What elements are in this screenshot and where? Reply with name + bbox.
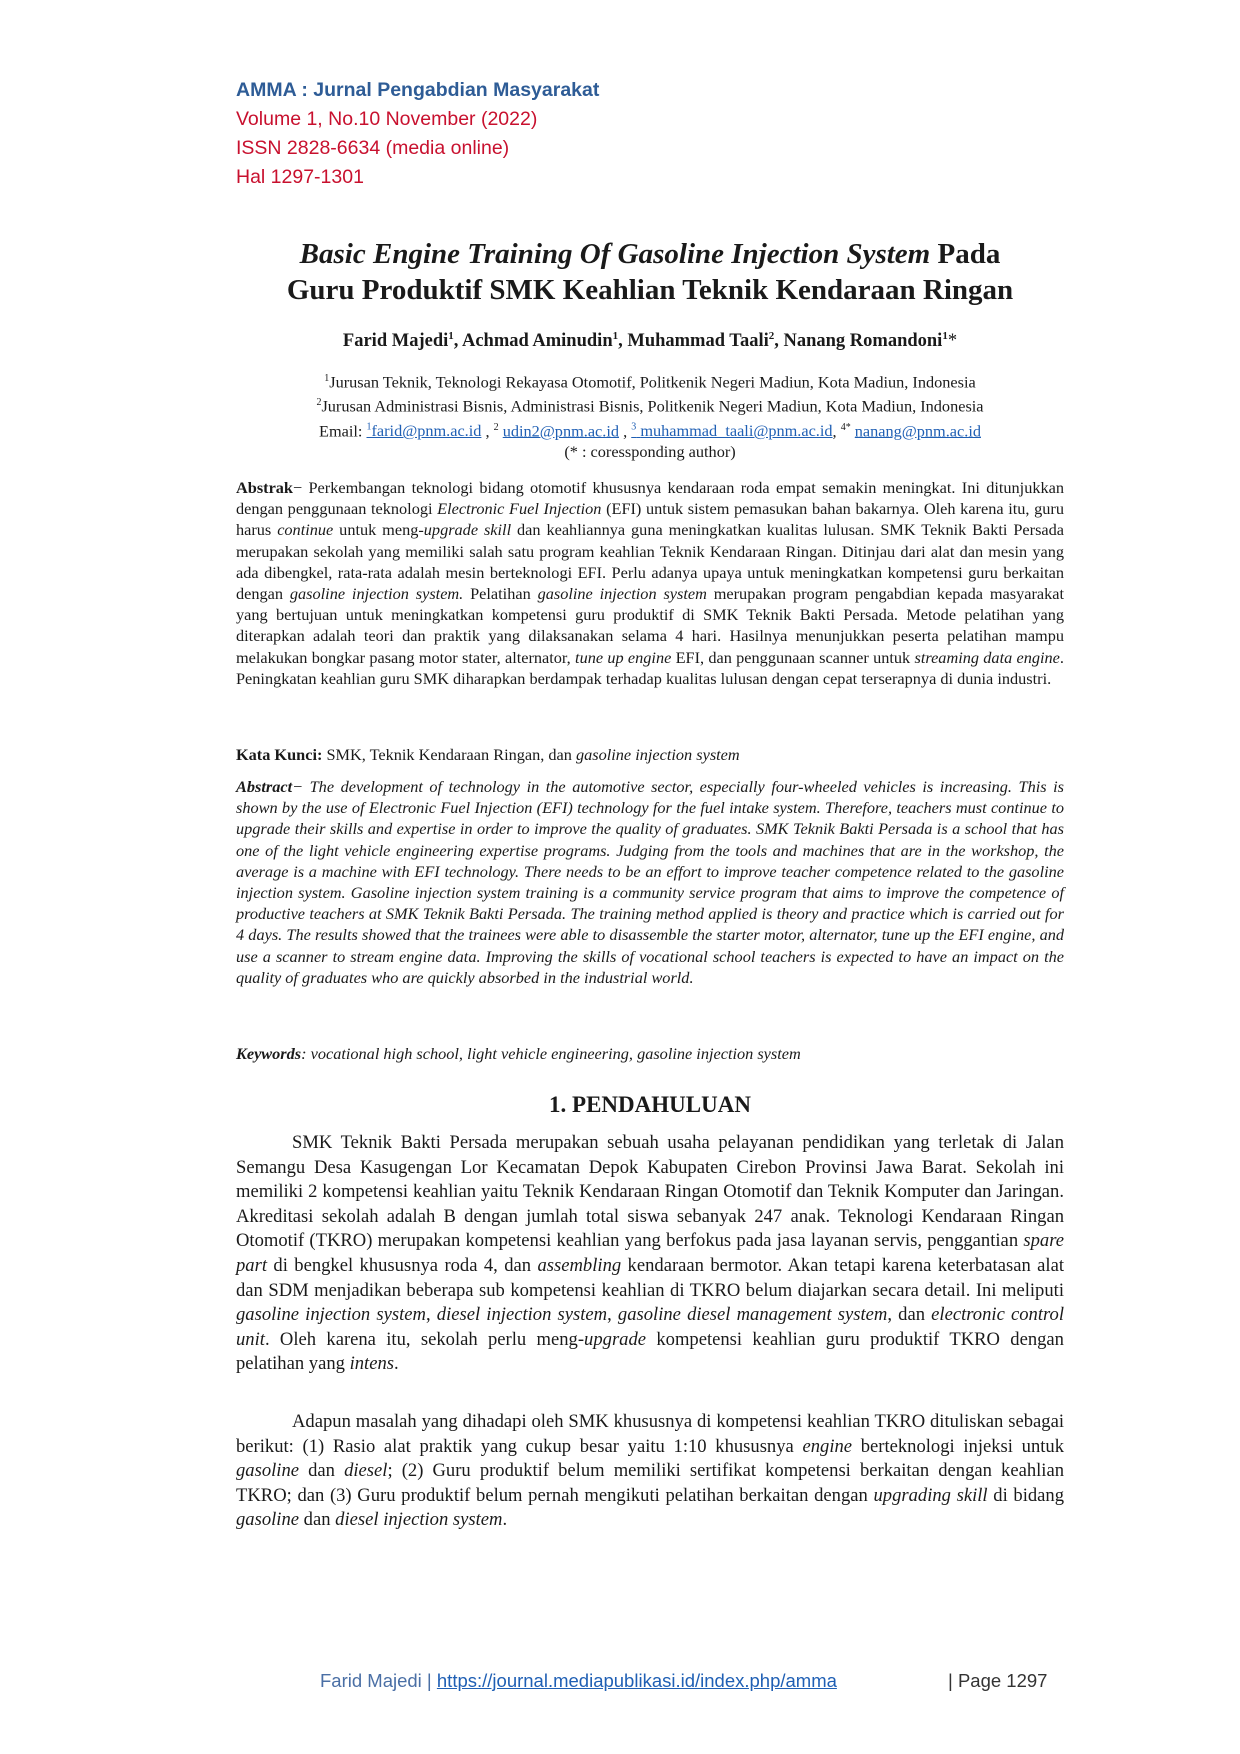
page-number: | Page 1297 bbox=[948, 1670, 1048, 1691]
abstract-label: Abstract bbox=[236, 777, 293, 796]
keywords-label: Keywords bbox=[236, 1044, 302, 1063]
title-line2: Guru Produktif SMK Keahlian Teknik Kendaraan Ringan bbox=[286, 274, 1014, 306]
keywords: Keywords: vocational high school, light vehicle engineering, gasoline injection system bbox=[236, 1044, 801, 1063]
journal-name: AMMA : Jurnal Pengabdian Masyarakat bbox=[236, 79, 600, 101]
email-link-4[interactable]: nanang@pnm.ac.id bbox=[854, 421, 981, 441]
author-list: Farid Majedi$^1$, Achmad Aminudin$^1$, Muhammad Taali$^2$, Nanang Romandoni$^1$* bbox=[342, 330, 958, 352]
intro-paragraph-2: Adapun masalah yang dihadapi oleh SMK khususnya di kompetensi keahlian TKRO dituliskan sebagai berikut: (1) Rasio alat praktik yang cukup besar yaitu 1:10 khususnya engine berteknologi injeksi untuk gasoline dan diesel; (2) Guru produktif belum memiliki sertifikat kompetensi berkaitan dengan keahlian TKRO; dan (3) Guru produktif belum pernah mengikuti pelatihan berkaitan dengan upgrading skill di bidang gasoline dan diesel injection system. bbox=[236, 1411, 1064, 1531]
abstract-paragraph: Abstract− The development of technology in the automotive sector, especially four-wheeled vehicles is increasing. This is shown by the use of Electronic Fuel Injection (EFI) technology for the fuel intake system. Therefore, teachers must continue to upgrade their skills and expertise in order to improve the quality of graduates. SMK Teknik Bakti Persada is a school that has one of the light vehicle engineering expertise programs. Judging from the tools and machines that are in the workshop, the average is a machine with EFI technology. There needs to be an effort to improve teacher competence related to the gasoline injection system. Gasoline injection system training is a community service program that aims to improve the competence of productive teachers at SMK Teknik Bakti Persada. The training method applied is theory and practice which is carried out for 4 days. The results showed that the trainees were able to disassemble the starter motor, alternator, tune up the EFI engine, and use a scanner to stream engine data. Improving the skills of vocational school teachers is expected to have an impact on the quality of graduates who are quickly absorbed in the industrial world. bbox=[236, 777, 1064, 987]
email-link-1[interactable]: $^1$farid@pnm.ac.id bbox=[366, 421, 482, 441]
corresponding-note: (* : coressponding author) bbox=[564, 442, 736, 462]
title-rest: Pada bbox=[930, 238, 1001, 270]
journal-volume: Volume 1, No.10 November (2022) bbox=[236, 108, 538, 130]
email-link-3[interactable]: $^3$ muhammad_taali@pnm.ac.id bbox=[631, 421, 833, 441]
abstrak-label: Abstrak bbox=[236, 478, 293, 497]
kata-kunci-label: Kata Kunci: bbox=[236, 745, 323, 764]
author-4: Nanang Romandoni bbox=[783, 331, 943, 352]
author-3: Muhammad Taali bbox=[627, 331, 769, 352]
email-link-2[interactable]: udin2@pnm.ac.id bbox=[502, 421, 620, 441]
journal-url-link[interactable]: https://journal.mediapublikasi.id/index.php/amma bbox=[436, 1670, 837, 1691]
journal-pages: Hal 1297-1301 bbox=[236, 166, 364, 188]
affiliation-1: $^1$Jurusan Teknik, Teknologi Rekayasa Otomotif, Politkenik Negeri Madiun, Kota Madiun, Indonesia bbox=[324, 372, 976, 392]
paper-title bbox=[236, 236, 1064, 308]
affiliation-2: $^2$Jurusan Administrasi Bisnis, Administrasi Bisnis, Politkenik Negeri Madiun, Kota Madiun, Indonesia bbox=[316, 396, 984, 416]
author-1: Farid Majedi bbox=[342, 331, 449, 352]
affiliations bbox=[236, 368, 1064, 462]
journal-issn: ISSN 2828-6634 (media online) bbox=[236, 137, 510, 159]
email-line: Email: $^1$farid@pnm.ac.id , $^2$ udin2@pnm.ac.id , $^3$ muhammad_taali@pnm.ac.id, $^{4*}$ nanang@pnm.ac.id bbox=[319, 421, 981, 441]
abstrak-paragraph: Abstrak− Perkembangan teknologi bidang otomotif khususnya kendaraan roda empat semakin meningkat. Ini ditunjukkan dengan penggunaan teknologi Electronic Fuel Injection (EFI) untuk sistem pemasukan bahan bakarnya. Oleh karena itu, guru harus continue untuk meng-upgrade skill dan keahliannya guna meningkatkan kualitas lulusan. SMK Teknik Bakti Persada merupakan sekolah yang memiliki salah satu program keahlian Teknik Kendaraan Ringan. Ditinjau dari alat dan mesin yang ada dibengkel, rata-rata adalah mesin berteknologi EFI. Perlu adanya upaya untuk meningkatkan kompetensi guru berkaitan dengan gasoline injection system. Pelatihan gasoline injection system merupakan program pengabdian kepada masyarakat yang bertujuan untuk meningkatkan kompetensi guru produktif di SMK Teknik Bakti Persada. Metode pelatihan yang diterapkan adalah teori dan praktik yang dilaksanakan selama 4 hari. Hasilnya menunjukkan peserta pelatihan mampu melakukan bongkar pasang motor stater, alternator, tune up engine EFI, dan penggunaan scanner untuk streaming data engine. Peningkatan keahlian guru SMK diharapkan berdampak terhadap kualitas lulusan dengan cepat terserapnya di dunia industri. bbox=[236, 478, 1064, 688]
title-italic: Basic Engine Training Of Gasoline Injection System bbox=[299, 238, 931, 270]
kata-kunci: Kata Kunci: SMK, Teknik Kendaraan Ringan, dan gasoline injection system bbox=[236, 745, 740, 764]
footer-author-and-link: Farid Majedi | https://journal.mediapublikasi.id/index.php/amma bbox=[320, 1670, 837, 1691]
section-heading: 1. PENDAHULUAN bbox=[549, 1092, 751, 1117]
journal-header bbox=[236, 76, 599, 192]
author-2: Achmad Aminudin bbox=[461, 331, 613, 352]
intro-paragraph-1: SMK Teknik Bakti Persada merupakan sebuah usaha pelayanan pendidikan yang terletak di Jalan Semangu Desa Kasugengan Lor Kecamatan Depok Kabupaten Cirebon Provinsi Jawa Barat. Sekolah ini memiliki 2 kompetensi keahlian yaitu Teknik Kendaraan Ringan Otomotif dan Teknik Komputer dan Jaringan. Akreditasi sekolah adalah B dengan jumlah total siswa sebanyak 247 anak. Teknologi Kendaraan Ringan Otomotif (TKRO) merupakan kompetensi keahlian yang berfokus pada jasa layanan servis, penggantian spare part di bengkel khususnya roda 4, dan assembling kendaraan bermotor. Akan tetapi karena keterbatasan alat dan SDM menjadikan beberapa sub kompetensi keahlian di TKRO belum diajarkan secara detail. Ini meliputi gasoline injection system, diesel injection system, gasoline diesel management system, dan electronic control unit. Oleh karena itu, sekolah perlu meng-upgrade kompetensi keahlian guru produktif TKRO dengan pelatihan yang intens. bbox=[236, 1132, 1064, 1375]
